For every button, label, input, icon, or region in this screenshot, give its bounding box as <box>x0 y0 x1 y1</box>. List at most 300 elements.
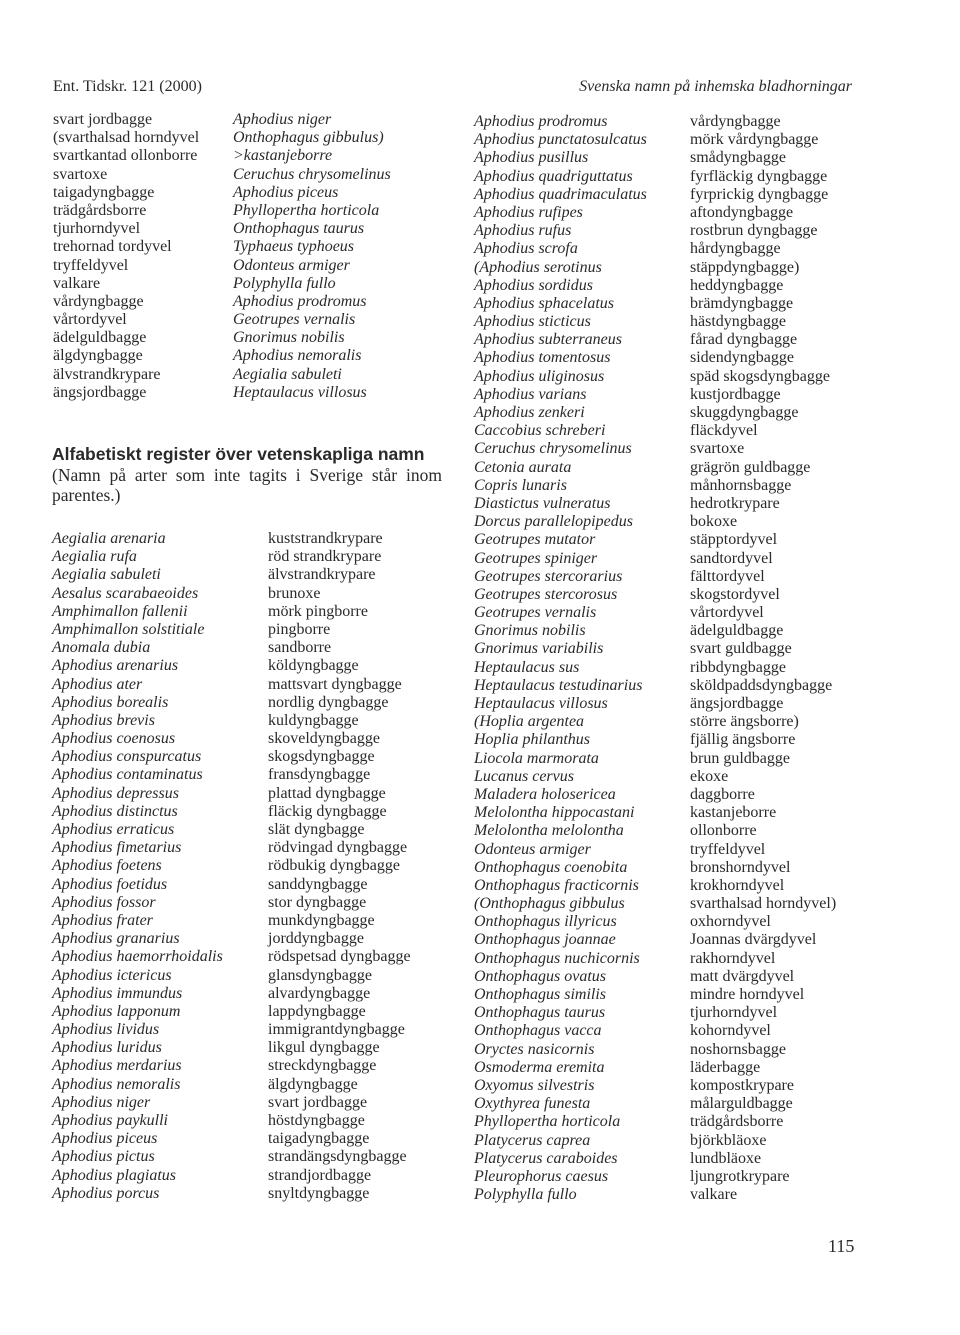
swedish-name: fyrfläckig dyngbagge <box>690 167 828 185</box>
swedish-name: hästdyngbagge <box>690 313 786 331</box>
swedish-name: svart guldbagge <box>690 640 792 658</box>
register-entry <box>474 986 914 1004</box>
register-entry <box>474 786 914 804</box>
register-entry <box>474 677 914 695</box>
swedish-name: stäpptordyvel <box>690 531 778 549</box>
swedish-name: mattsvart dyngbagge <box>268 675 402 693</box>
swedish-name: höstdyngbagge <box>268 1112 365 1129</box>
register-entry <box>474 859 914 877</box>
latin-name: Aphodius subterraneus <box>474 331 622 349</box>
swedish-name: tjurhorndyvel <box>690 1004 778 1022</box>
latin-name: Oxyomus silvestris <box>474 1076 595 1094</box>
register-entry <box>52 1039 452 1057</box>
register-entry <box>474 913 914 931</box>
swedish-name: månhornsbagge <box>690 476 792 494</box>
register-entry <box>53 293 433 311</box>
latin-name: Geotrupes spiniger <box>474 549 598 567</box>
latin-name: Ceruchus chrysomelinus <box>233 165 391 183</box>
register-entry <box>474 968 914 986</box>
latin-name: Odonteus armiger <box>233 256 350 274</box>
swedish-name: bronshorndyvel <box>690 858 791 876</box>
register-entry <box>474 531 914 549</box>
latin-name: Aphodius foetens <box>52 857 162 875</box>
latin-name: Aphodius niger <box>52 1093 151 1111</box>
latin-name: Geotrupes mutator <box>474 531 596 549</box>
latin-name: Aphodius luridus <box>52 1039 162 1057</box>
latin-name: Aegialia arenaria <box>52 530 166 547</box>
register-entry <box>474 1168 914 1186</box>
latin-name: Aphodius pictus <box>52 1148 155 1166</box>
register-entry <box>474 1095 914 1113</box>
swedish-name: rostbrun dyngbagge <box>690 222 818 240</box>
latin-name: Aphodius granarius <box>52 930 180 948</box>
swedish-name: älgdyngbagge <box>268 1075 358 1093</box>
register-entry <box>52 857 452 875</box>
swedish-name: plattad dyngbagge <box>268 784 386 802</box>
latin-name: Aphodius arenarius <box>52 657 179 675</box>
register-right-column <box>474 113 914 1204</box>
latin-name: Aphodius nemoralis <box>52 1075 181 1093</box>
swedish-name: målarguldbagge <box>690 1095 793 1113</box>
register-entry <box>52 676 452 694</box>
latin-name: Geotrupes vernalis <box>474 604 597 622</box>
register-entry <box>474 331 914 349</box>
swedish-name: rödvingad dyngbagge <box>268 839 408 857</box>
register-entry <box>474 113 914 131</box>
swedish-name: stäppdyngbagge) <box>690 258 800 276</box>
register-entry <box>52 948 452 966</box>
latin-name: Aphodius borealis <box>52 693 169 711</box>
latin-name: Aphodius frater <box>52 911 153 929</box>
latin-name: Diastictus vulneratus <box>474 494 611 512</box>
swedish-name: fransdyngbagge <box>268 766 371 784</box>
latin-name: Aphodius rufipes <box>474 203 583 221</box>
swedish-name: vårtordyvel <box>53 311 127 329</box>
swedish-name: ribbdyngbagge <box>690 658 786 676</box>
latin-name: Aphodius scrofa <box>474 240 578 258</box>
swedish-name: matt dvärgdyvel <box>690 967 795 985</box>
latin-name: Onthophagus similis <box>474 986 607 1003</box>
swedish-name: skuggdyngbagge <box>690 404 799 421</box>
swedish-name: slät dyngbagge <box>268 821 365 838</box>
latin-name: Geotrupes stercorosus <box>474 585 618 603</box>
journal-citation: Ent. Tidskr. 121 (2000) <box>53 78 202 95</box>
latin-name: Geotrupes stercorarius <box>474 567 623 585</box>
register-entry <box>474 131 914 149</box>
register-entry <box>52 930 452 948</box>
register-entry <box>53 147 433 165</box>
swedish-name: ädelguldbagge <box>690 622 784 640</box>
register-entry <box>474 277 914 295</box>
swedish-name: (svarthalsad horndyvel <box>53 129 200 147</box>
swedish-name: kastanjeborre <box>690 804 777 822</box>
register-entry <box>52 694 452 712</box>
section-heading: Alfabetiskt register över vetenskapliga namn <box>52 444 425 464</box>
running-title: Svenska namn på inhemska bladhorningar <box>579 78 852 95</box>
register-entry <box>474 477 914 495</box>
latin-name: Aphodius prodromus <box>233 292 367 310</box>
latin-name: Onthophagus joannae <box>474 931 616 949</box>
latin-name: Aphodius nemoralis <box>233 347 362 365</box>
page-number: 115 <box>828 1236 855 1256</box>
swedish-name: fyrprickig dyngbagge <box>690 185 829 203</box>
register-entry <box>474 386 914 404</box>
register-entry <box>52 1112 452 1130</box>
register-entry <box>474 731 914 749</box>
latin-name: Aphodius ater <box>52 675 143 693</box>
latin-name: Polyphylla fullo <box>474 1186 577 1204</box>
swedish-name: mörk pingborre <box>268 602 368 620</box>
latin-name: Aphodius immundus <box>52 984 183 1002</box>
latin-name: Heptaulacus villosus <box>474 695 608 712</box>
register-entry <box>52 730 452 748</box>
latin-name: Cetonia aurata <box>474 458 572 476</box>
latin-name: Liocola marmorata <box>474 749 599 767</box>
latin-name: (Onthophagus gibbulus <box>474 895 625 913</box>
latin-name: Aphodius erraticus <box>52 821 175 838</box>
register-entry <box>474 877 914 895</box>
swedish-name: immigrantdyngbagge <box>268 1021 405 1039</box>
register-entry <box>474 513 914 531</box>
latin-name: Aphodius piceus <box>52 1130 158 1148</box>
register-entry <box>52 639 452 657</box>
latin-name: Platycerus caprea <box>474 1131 591 1149</box>
swedish-name: taigadyngbagge <box>53 183 155 201</box>
latin-name: (Hoplia argentea <box>474 713 585 731</box>
latin-name: >kastanjeborre <box>233 147 333 165</box>
swedish-name: ljungrotkrypare <box>690 1167 790 1185</box>
register-entry <box>474 1150 914 1168</box>
latin-name: Onthophagus nuchicornis <box>474 949 640 967</box>
swedish-name: lundbläoxe <box>690 1149 762 1167</box>
register-entry <box>53 347 433 365</box>
latin-name: Aphodius tomentosus <box>474 349 611 367</box>
register-entry <box>474 695 914 713</box>
swedish-name: rödbukig dyngbagge <box>268 857 400 875</box>
latin-name: Aphodius plagiatus <box>52 1166 177 1184</box>
register-entry <box>52 785 452 803</box>
swedish-name: svartoxe <box>690 440 745 458</box>
swedish-name: sidendyngbagge <box>690 349 794 367</box>
swedish-name: jorddyngbagge <box>268 930 364 948</box>
register-entry <box>52 748 452 766</box>
register-entry <box>474 1004 914 1022</box>
swedish-name: älvstrandkrypare <box>53 365 161 383</box>
swedish-name: späd skogsdyngbagge <box>690 367 830 385</box>
swedish-name: aftondyngbagge <box>690 203 794 221</box>
swedish-name: svartkantad ollonborre <box>53 147 198 165</box>
register-entry <box>52 912 452 930</box>
register-entry <box>474 604 914 622</box>
latin-name: Oryctes nasicornis <box>474 1040 595 1058</box>
latin-name: Aphodius porcus <box>52 1184 160 1202</box>
register-entry <box>52 1130 452 1148</box>
swedish-name: trehornad tordyvel <box>53 238 172 256</box>
register-entry <box>474 950 914 968</box>
swedish-name: köldyngbagge <box>268 657 359 675</box>
swedish-name: brunoxe <box>268 584 321 602</box>
latin-name: Melolontha hippocastani <box>474 804 635 822</box>
swedish-name: rödspetsad dyngbagge <box>268 948 411 966</box>
swedish-name: ängsjordbagge <box>690 695 784 712</box>
swedish-name: valkare <box>53 274 101 292</box>
swedish-name: Joannas dvärgdyvel <box>690 931 817 949</box>
latin-name: Platycerus caraboides <box>474 1149 618 1167</box>
register-entry <box>52 585 452 603</box>
swedish-name: vårdyngbagge <box>53 292 144 310</box>
latin-name: Aphodius merdarius <box>52 1057 182 1075</box>
register-entry <box>52 621 452 639</box>
latin-name: Onthophagus illyricus <box>474 913 617 931</box>
latin-name: Maladera holosericea <box>474 785 616 803</box>
latin-name: Onthophagus gibbulus) <box>233 129 384 147</box>
latin-name: Copris lunaris <box>474 476 567 494</box>
latin-name: Lucanus cervus <box>474 767 574 785</box>
latin-name: Aphodius sordidus <box>474 276 593 294</box>
swedish-name: svarthalsad horndyvel) <box>690 895 837 913</box>
swedish-name: snyltdyngbagge <box>268 1184 370 1202</box>
swedish-name: fårad dyngbagge <box>690 331 798 349</box>
register-entry <box>474 1077 914 1095</box>
register-entry <box>474 1186 914 1204</box>
swedish-name: strandjordbagge <box>268 1166 372 1184</box>
register-entry <box>474 204 914 222</box>
register-entry <box>474 713 914 731</box>
latin-name: Phyllopertha horticola <box>233 201 380 219</box>
latin-name: Aphodius brevis <box>52 711 155 729</box>
register-entry <box>474 822 914 840</box>
latin-name: Aphodius paykulli <box>52 1112 168 1129</box>
register-entry <box>474 931 914 949</box>
swedish-name: sandborre <box>268 639 332 657</box>
register-entry <box>474 586 914 604</box>
register-entry <box>53 311 433 329</box>
register-entry <box>52 1167 452 1185</box>
register-entry <box>52 657 452 675</box>
latin-name: Aphodius fimetarius <box>52 839 182 857</box>
latin-name: Aphodius fossor <box>52 893 156 911</box>
latin-name: Aphodius contaminatus <box>52 766 203 784</box>
register-entry <box>474 1041 914 1059</box>
latin-name: Heptaulacus sus <box>474 658 580 676</box>
swedish-name: brämdyngbagge <box>690 294 794 312</box>
swedish-name: sanddyngbagge <box>268 875 368 893</box>
register-entry <box>474 368 914 386</box>
latin-name: Onthophagus fracticornis <box>474 876 639 894</box>
latin-name: Gnorimus nobilis <box>233 329 345 347</box>
swedish-name: smådyngbagge <box>690 149 786 167</box>
register-left-column <box>52 530 452 1203</box>
swedish-name: svart jordbagge <box>268 1093 368 1111</box>
latin-name: Gnorimus nobilis <box>474 622 586 640</box>
swedish-name: valkare <box>690 1186 738 1204</box>
register-entry <box>474 404 914 422</box>
latin-name: Hoplia philanthus <box>474 731 591 749</box>
swedish-name: oxhorndyvel <box>690 913 771 931</box>
register-entry <box>52 839 452 857</box>
swedish-name: likgul dyngbagge <box>268 1039 380 1057</box>
latin-name: Melolontha melolontha <box>474 822 624 840</box>
swedish-name: daggborre <box>690 785 755 803</box>
latin-name: Onthophagus ovatus <box>474 967 606 985</box>
register-entry <box>53 184 433 202</box>
latin-name: Aphodius varians <box>474 385 587 403</box>
swedish-name: grägrön guldbagge <box>690 458 811 476</box>
latin-name: Onthophagus taurus <box>233 220 365 238</box>
swedish-name: mörk vårdyngbagge <box>690 131 819 149</box>
swedish-name: mindre horndyvel <box>690 986 805 1003</box>
swedish-name: fläckig dyngbagge <box>268 802 387 820</box>
section-note: (Namn på arter som inte tagits i Sverige står inom parentes.) <box>52 465 442 505</box>
register-entry <box>474 1132 914 1150</box>
register-entry <box>474 295 914 313</box>
swedish-name: fälttordyvel <box>690 567 765 585</box>
latin-name: Aphodius foetidus <box>52 875 168 893</box>
swedish-name: tjurhorndyvel <box>53 220 141 238</box>
swedish-name: ekoxe <box>690 767 729 785</box>
latin-name: Geotrupes vernalis <box>233 311 356 329</box>
swedish-name: nordlig dyngbagge <box>268 693 389 711</box>
register-entry <box>52 712 452 730</box>
swedish-name: tryffeldyvel <box>53 256 129 274</box>
register-entry <box>474 259 914 277</box>
swedish-name: vårdyngbagge <box>690 113 781 130</box>
swedish-name: krokhorndyvel <box>690 876 785 894</box>
swedish-name: streckdyngbagge <box>268 1057 377 1075</box>
swedish-name: munkdyngbagge <box>268 911 375 929</box>
latin-name: Aphodius punctatosulcatus <box>474 131 647 149</box>
swedish-name: skoveldyngbagge <box>268 730 380 748</box>
swedish-name: taigadyngbagge <box>268 1130 370 1148</box>
register-entry <box>474 168 914 186</box>
latin-name: Aphodius lapponum <box>52 1002 181 1020</box>
register-entry <box>474 750 914 768</box>
register-entry <box>52 1094 452 1112</box>
swedish-name: fläckdyvel <box>690 422 758 440</box>
register-entry <box>53 220 433 238</box>
register-entry <box>474 622 914 640</box>
register-entry <box>53 384 433 402</box>
register-entry <box>474 640 914 658</box>
swedish-name: kustjordbagge <box>690 385 781 403</box>
latin-name: Aphodius depressus <box>52 784 179 802</box>
swedish-name: läderbagge <box>690 1058 761 1076</box>
latin-name: Aphodius sphacelatus <box>474 294 614 312</box>
swedish-name: brun guldbagge <box>690 749 790 767</box>
latin-name: Onthophagus vacca <box>474 1022 602 1040</box>
register-entry <box>52 1148 452 1166</box>
latin-name: Aphodius uliginosus <box>474 367 605 385</box>
latin-name: Amphimallon fallenii <box>52 602 188 620</box>
latin-name: Polyphylla fullo <box>233 274 336 292</box>
latin-name: Aphodius piceus <box>233 183 339 201</box>
register-entry <box>474 349 914 367</box>
register-entry <box>474 149 914 167</box>
swedish-name: hårdyngbagge <box>690 240 781 258</box>
register-entry <box>53 366 433 384</box>
register-entry <box>474 659 914 677</box>
register-entry <box>52 1021 452 1039</box>
register-entry <box>474 186 914 204</box>
swedish-name: trädgårdsborre <box>53 201 147 219</box>
swedish-name: kohorndyvel <box>690 1022 771 1040</box>
swedish-name: sandtordyvel <box>690 549 773 567</box>
swedish-name: skogstordyvel <box>690 585 780 603</box>
swedish-name: älvstrandkrypare <box>268 566 376 584</box>
latin-name: Heptaulacus villosus <box>233 383 367 401</box>
latin-name: Onthophagus coenobita <box>474 858 628 876</box>
latin-name: Typhaeus typhoeus <box>233 238 355 256</box>
swedish-name: glansdyngbagge <box>268 966 372 984</box>
swedish-name: pingborre <box>268 620 331 638</box>
swedish-name: heddyngbagge <box>690 276 784 294</box>
latin-name: Odonteus armiger <box>474 840 591 858</box>
swedish-name: bokoxe <box>690 513 738 531</box>
register-entry <box>474 804 914 822</box>
swedish-name: större ängsborre) <box>690 713 799 731</box>
register-entry <box>52 894 452 912</box>
register-entry <box>474 222 914 240</box>
swedish-name: hedrotkrypare <box>690 494 780 512</box>
swedish-name: strandängsdyngbagge <box>268 1148 407 1166</box>
latin-name: Aegialia rufa <box>52 548 137 566</box>
register-entry <box>53 202 433 220</box>
register-entry <box>52 1185 452 1203</box>
latin-name: Aphodius sticticus <box>474 313 591 331</box>
register-entry <box>474 550 914 568</box>
register-entry <box>52 985 452 1003</box>
swedish-name: kuststrandkrypare <box>268 530 383 547</box>
register-entry <box>52 566 452 584</box>
latin-name: Aphodius quadrimaculatus <box>474 185 647 203</box>
latin-name: Aphodius pusillus <box>474 149 589 167</box>
register-entry <box>52 548 452 566</box>
latin-name: Phyllopertha horticola <box>474 1113 621 1131</box>
swedish-name: ollonborre <box>690 822 757 840</box>
swedish-name: sköldpaddsdyngbagge <box>690 676 833 694</box>
register-entry <box>474 495 914 513</box>
register-entry <box>53 238 433 256</box>
swedish-name: svartoxe <box>53 165 108 183</box>
latin-name: Aphodius lividus <box>52 1021 160 1039</box>
latin-name: Aphodius ictericus <box>52 966 172 984</box>
register-entry <box>53 166 433 184</box>
register-entry <box>474 768 914 786</box>
register-entry <box>52 967 452 985</box>
register-entry <box>53 257 433 275</box>
register-entry <box>474 459 914 477</box>
swedish-name: fjällig ängsborre <box>690 731 796 749</box>
latin-name: Heptaulacus testudinarius <box>474 676 643 694</box>
latin-name: Onthophagus taurus <box>474 1004 606 1022</box>
swedish-name: alvardyngbagge <box>268 984 371 1002</box>
latin-name: Caccobius schreberi <box>474 422 606 440</box>
latin-name: Aphodius coenosus <box>52 730 176 748</box>
latin-name: (Aphodius serotinus <box>474 258 602 276</box>
swedish-name: rakhorndyvel <box>690 949 776 967</box>
swedish-name: kuldyngbagge <box>268 711 359 729</box>
register-entry <box>53 129 433 147</box>
latin-name: Aegialia sabuleti <box>233 365 342 383</box>
swedish-name: vårtordyvel <box>690 604 764 622</box>
swedish-name: ängsjordbagge <box>53 383 147 401</box>
latin-name: Oxythyrea funesta <box>474 1095 591 1113</box>
latin-name: Amphimallon solstitiale <box>52 620 205 638</box>
latin-name: Aphodius niger <box>233 111 332 128</box>
swedish-name: lappdyngbagge <box>268 1002 366 1020</box>
register-entry <box>474 1113 914 1131</box>
latin-name: Aphodius prodromus <box>474 113 608 130</box>
